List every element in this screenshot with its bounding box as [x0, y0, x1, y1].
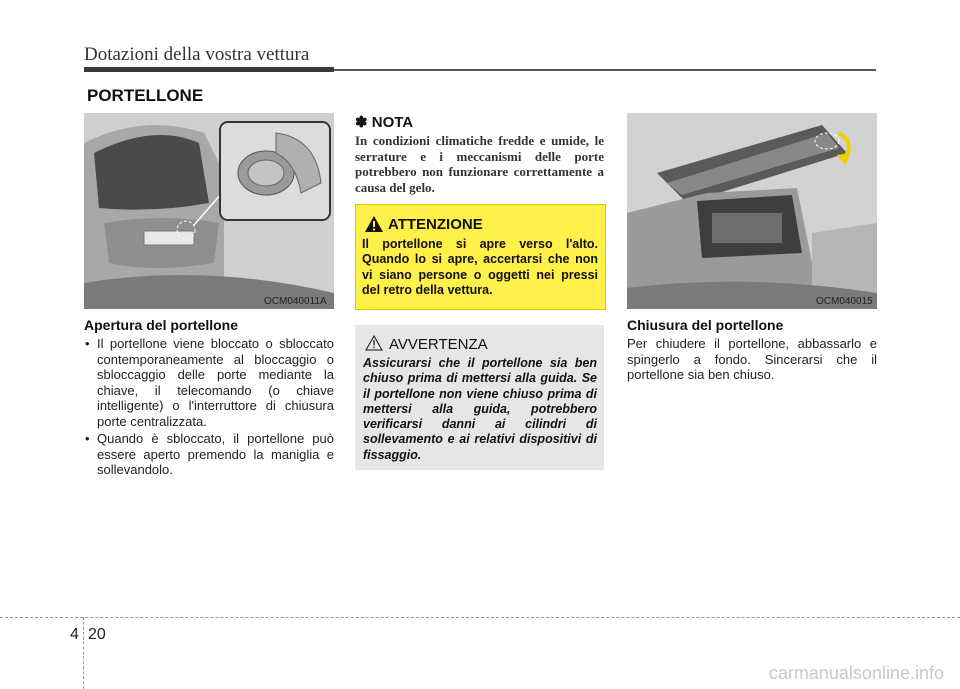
header-rule: [334, 69, 876, 71]
note-title: NOTA: [371, 114, 414, 131]
closing-instructions: Per chiudere il portellone, abbassarlo e spingerlo a fondo. Sincerarsi che il portellone sia ben chiuso.: [627, 336, 877, 382]
warning-text: Assicurarsi che il portellone sia ben chiuso prima di mettersi alla guida. Se il portellone non viene chiuso prima di mettersi alla guida, potrebbero verificarsi danni ai cilindri di sollevamento e ai relativi dispositivi di fissaggio.: [363, 356, 597, 462]
opening-heading: Apertura del portellone: [84, 317, 239, 333]
section-title: PORTELLONE: [87, 86, 204, 105]
caution-text: Il portellone si apre verso l'alto. Quando lo si apre, accertarsi che non vi siano persone o oggetti nei pressi del retro della vettura.: [362, 237, 598, 297]
note-symbol: ✽: [355, 114, 368, 131]
note-text: In condizioni climatiche fredde e umide, le serrature e i meccanismi delle porte potrebbero non funzionare correttamente a causa del gelo.: [355, 133, 604, 195]
image-code-left: OCM040011A: [264, 296, 327, 307]
chapter-number: 4: [70, 626, 79, 643]
caution-box: [355, 204, 606, 310]
caution-title: ATTENZIONE: [388, 216, 483, 233]
bullet-item: • Il portellone viene bloccato o sbloccato contemporaneamente al bloccaggio o sbloccaggio delle porte mediante la chiave, il telecomando (o chiave intelligente) o l'interruttore di chiusura porte centralizzata.: [84, 336, 334, 429]
note-heading: [355, 113, 413, 131]
running-header: Dotazioni della vostra vettura: [84, 44, 310, 65]
warning-outline-triangle-icon: [365, 335, 383, 356]
bullet-item: • Quando è sbloccato, il portellone può essere aperto premendo la maniglia e sollevandolo.: [84, 431, 334, 478]
open-tailgate-illustration: [627, 113, 877, 309]
tailgate-open-photo: [627, 113, 877, 309]
handle-closeup-inset: [219, 121, 331, 221]
warning-title: AVVERTENZA: [389, 336, 488, 353]
warning-box: [355, 325, 604, 470]
image-code-right: OCM040015: [816, 296, 873, 307]
footer-rule: [0, 617, 960, 618]
page-number: 20: [88, 626, 106, 643]
opening-instructions: [84, 336, 334, 480]
hand-on-handle-illustration: [221, 123, 329, 219]
tailgate-handle-photo: [84, 113, 334, 309]
footer-divider: [83, 617, 84, 689]
closing-heading: Chiusura del portellone: [627, 317, 784, 333]
watermark: carmanualsonline.info: [768, 663, 944, 683]
header-bar: [84, 67, 334, 72]
warning-triangle-icon: [364, 215, 384, 238]
